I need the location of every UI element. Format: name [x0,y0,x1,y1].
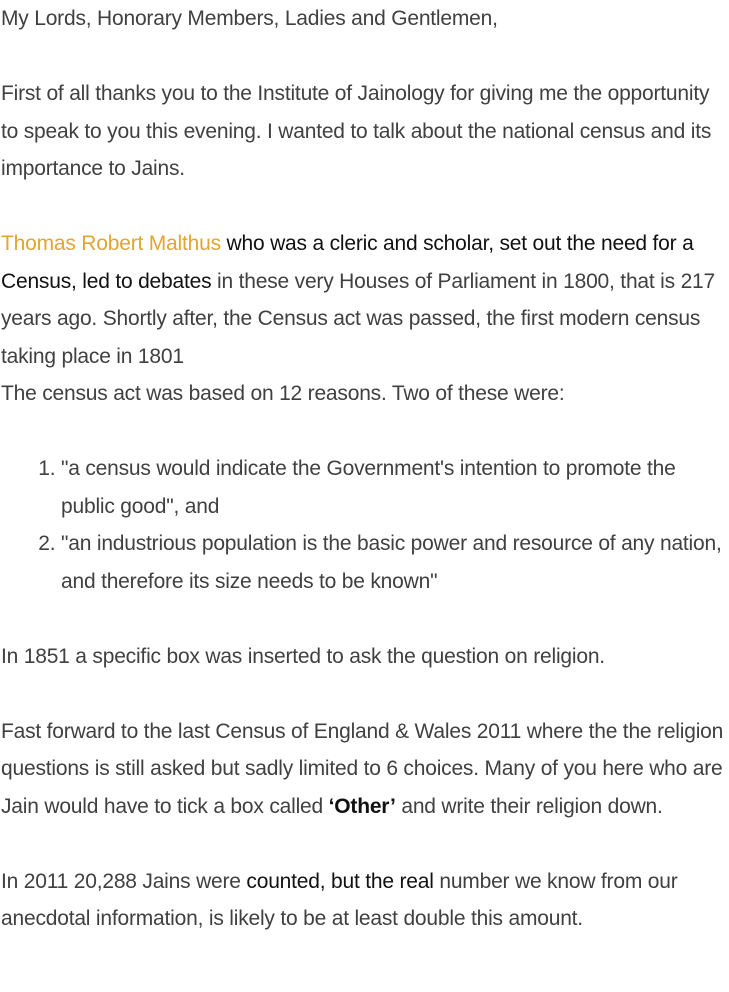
other-option: ‘Other’ [328,794,396,818]
list-item: 2. "an industrious population is the basic power and resource of any nation, and therefore its size needs to be known" [61,525,729,600]
paragraph-gap [1,413,729,451]
list-item: 1. "a census would indicate the Government's intention to promote the public good", and [61,450,729,525]
census-2011-paragraph [1,713,729,826]
malthus-rest: in these very Houses of Parliament in 1800, that is 217 years ago. Shortly after, the Census act was passed, the first modern census taking place in 1801 [1,269,716,368]
paragraph-gap [1,825,729,863]
jains-count-paragraph [1,863,729,938]
paragraph-gap [1,38,729,76]
paragraph-gap [1,675,729,713]
intro-paragraph: First of all thanks you to the Institute of Jainology for giving me the opportunity to speak to you this evening. I wanted to talk about the national census and its importance to Jains. [1,82,712,180]
greeting: My Lords, Honorary Members, Ladies and Gentlemen, [1,7,498,30]
census-2011-end: and write their religion down. [395,794,663,818]
paragraph-gap [1,188,729,226]
jains-count-start: In 2011 20,288 Jains were [1,869,247,893]
census-2011-text: Fast forward to the last Census of England & Wales 2011 where the the religion questions is still asked but sadly limited to 6 choices. Many of you here who are Jain would have to tick a box called [1,719,724,818]
jains-count-highlight: counted, but the real [246,869,434,893]
religion-box-paragraph: In 1851 a specific box was inserted to ask the question on religion. [1,644,605,668]
malthus-highlight: who was a cleric and scholar, set out the need for a Census, led to debates [1,232,694,293]
jains-count-end: number we know from our anecdotal information, is likely to be at least double this amount. [1,869,678,930]
malthus-paragraph [1,225,729,375]
malthus-name: Thomas Robert Malthus [1,232,221,255]
paragraph-gap [1,600,729,638]
census-reasons-intro: The census act was based on 12 reasons. Two of these were: [1,382,565,405]
reasons-list [1,450,729,600]
